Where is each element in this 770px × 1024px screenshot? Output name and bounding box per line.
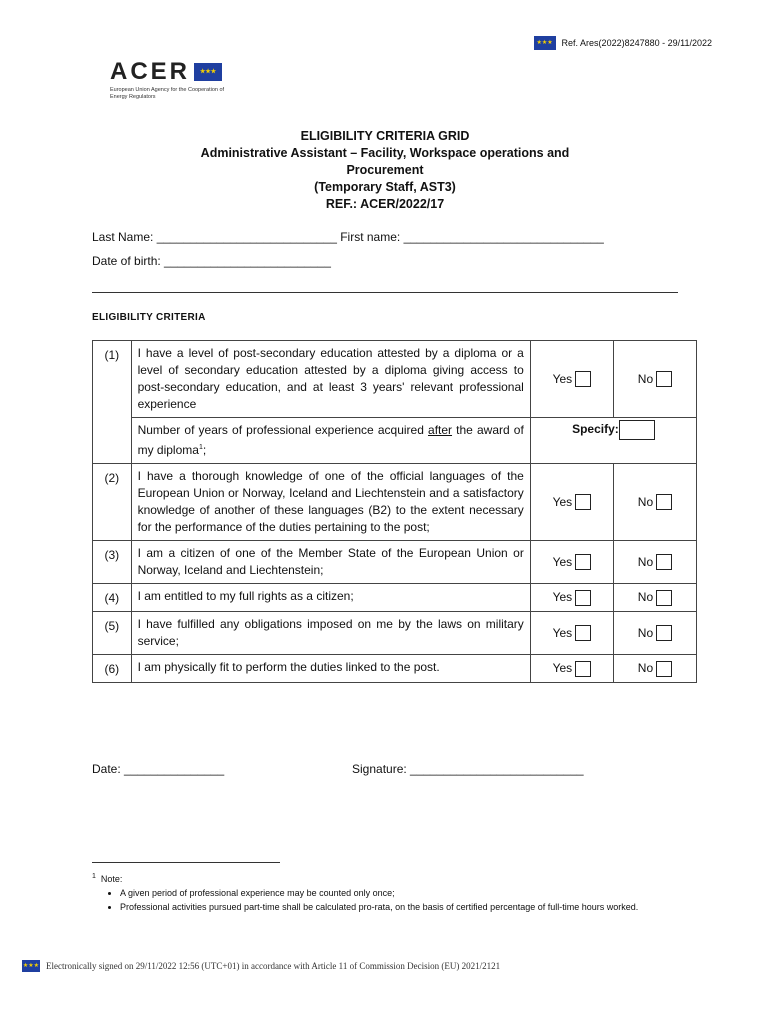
footnote-ref: 1 xyxy=(198,444,203,451)
no-option[interactable] xyxy=(613,464,696,541)
no-option[interactable] xyxy=(613,541,696,584)
no-checkbox[interactable] xyxy=(656,625,672,641)
yes-label: Yes xyxy=(552,625,573,640)
yes-label: Yes xyxy=(552,590,573,604)
no-option[interactable] xyxy=(613,341,696,418)
no-option[interactable] xyxy=(613,655,696,683)
table-row xyxy=(93,418,697,464)
yes-checkbox[interactable] xyxy=(575,661,591,677)
signature-field[interactable]: Signature: __________________________ xyxy=(352,762,584,776)
table-row xyxy=(93,541,697,584)
no-option[interactable] xyxy=(613,612,696,655)
reference-line xyxy=(534,36,712,50)
yes-option[interactable] xyxy=(530,341,613,418)
title-line: (Temporary Staff, AST3) xyxy=(314,180,456,194)
footnote-item: • Professional activities pursued part-time shall be calculated pro-rata, on the basis of certified percentage of full-time hours worked. xyxy=(120,900,692,914)
footnote-item: • A given period of professional experience may be counted only once; xyxy=(120,886,692,900)
criterion-text: I have fulfilled any obligations imposed on me by the laws on military service; xyxy=(131,612,530,655)
table-row xyxy=(93,655,697,683)
no-checkbox[interactable] xyxy=(656,590,672,606)
no-label: No xyxy=(637,590,654,604)
yes-checkbox[interactable] xyxy=(575,590,591,606)
title-line: Administrative Assistant – Facility, Workspace operations and xyxy=(200,146,570,160)
yes-option[interactable] xyxy=(530,655,613,683)
criterion-number: (1) xyxy=(93,341,132,464)
criteria-heading: ELIGIBILITY CRITERIA xyxy=(92,312,206,323)
criterion-text: I am a citizen of one of the Member State of the European Union or Norway, Iceland and Liechtenstein; xyxy=(131,541,530,584)
date-of-birth-field[interactable]: Date of birth: _________________________ xyxy=(92,254,331,268)
no-option[interactable] xyxy=(613,584,696,612)
footnote-divider xyxy=(92,862,280,863)
footnote-marker: 1 xyxy=(92,873,96,880)
eu-flag-icon xyxy=(194,63,222,81)
criteria-table xyxy=(92,340,697,683)
experience-after: after xyxy=(428,423,453,437)
specify-label: Specify: xyxy=(572,422,619,437)
footnote xyxy=(92,870,692,914)
yes-label: Yes xyxy=(552,371,573,386)
acer-logo xyxy=(110,58,230,101)
specify-cell xyxy=(530,418,696,464)
no-label: No xyxy=(637,554,654,569)
yes-option[interactable] xyxy=(530,464,613,541)
criterion-number: (3) xyxy=(93,541,132,584)
yes-option[interactable] xyxy=(530,541,613,584)
no-label: No xyxy=(637,661,654,675)
no-label: No xyxy=(637,494,654,509)
yes-checkbox[interactable] xyxy=(575,371,591,387)
date-field[interactable]: Date: _______________ xyxy=(92,762,225,776)
yes-label: Yes xyxy=(552,494,573,509)
criterion-number: (5) xyxy=(93,612,132,655)
name-fields[interactable]: Last Name: ___________________________ First name: ______________________________ xyxy=(92,230,604,244)
no-checkbox[interactable] xyxy=(656,661,672,677)
specify-input[interactable] xyxy=(619,420,655,440)
title-line: Procurement xyxy=(346,163,424,177)
experience-tail: ; xyxy=(202,443,207,457)
no-checkbox[interactable] xyxy=(656,554,672,570)
title-line: REF.: ACER/2022/17 xyxy=(325,197,445,211)
yes-checkbox[interactable] xyxy=(575,494,591,510)
no-label: No xyxy=(637,371,654,386)
title-line: ELIGIBILITY CRITERIA GRID xyxy=(300,129,470,143)
yes-checkbox[interactable] xyxy=(575,554,591,570)
eu-flag-icon xyxy=(22,960,40,972)
date-signature-row xyxy=(92,762,652,776)
criterion-text: I have a level of post-secondary education attested by a diploma or a level of secondary education attested by a diploma giving access to post-secondary education, and at least 3 years' relevant professional experience xyxy=(131,341,530,418)
yes-label: Yes xyxy=(552,554,573,569)
divider xyxy=(92,292,678,293)
yes-option[interactable] xyxy=(530,612,613,655)
eu-flag-icon xyxy=(534,36,556,50)
no-label: No xyxy=(637,625,654,640)
footnote-label: Note: xyxy=(100,874,123,884)
yes-checkbox[interactable] xyxy=(575,625,591,641)
table-row xyxy=(93,341,697,418)
experience-text-before: Number of years of professional experience acquired xyxy=(137,423,429,437)
table-row xyxy=(93,464,697,541)
yes-option[interactable] xyxy=(530,584,613,612)
table-row xyxy=(93,612,697,655)
logo-subtitle: European Union Agency for the Cooperation of Energy Regulators xyxy=(110,87,225,100)
reference-text: Ref. Ares(2022)8247880 - 29/11/2022 xyxy=(561,38,712,48)
no-checkbox[interactable] xyxy=(656,371,672,387)
criterion-text: I am entitled to my full rights as a citizen; xyxy=(131,584,530,612)
logo-text: ACER xyxy=(110,58,191,85)
criterion-text: I have a thorough knowledge of one of the official languages of the European Union or Norway, Iceland and Liechtenstein and a satisfactory knowledge of another of these languages (B2) to the extent necessary for the performance of the duties pertaining to the post; xyxy=(131,464,530,541)
experience-text-after: the award of my diploma xyxy=(137,423,524,457)
table-row xyxy=(93,584,697,612)
criterion-text: I am physically fit to perform the duties linked to the post. xyxy=(131,655,530,683)
electronic-signature-note xyxy=(22,960,500,972)
yes-label: Yes xyxy=(552,661,573,675)
esign-text: Electronically signed on 29/11/2022 12:56 (UTC+01) in accordance with Article 11 of Commission Decision (EU) 2021/2121 xyxy=(46,961,501,971)
criterion-number: (2) xyxy=(93,464,132,541)
document-title xyxy=(0,128,770,213)
criterion-number: (6) xyxy=(93,655,132,683)
criterion-number: (4) xyxy=(93,584,132,612)
experience-text xyxy=(131,418,530,464)
no-checkbox[interactable] xyxy=(656,494,672,510)
